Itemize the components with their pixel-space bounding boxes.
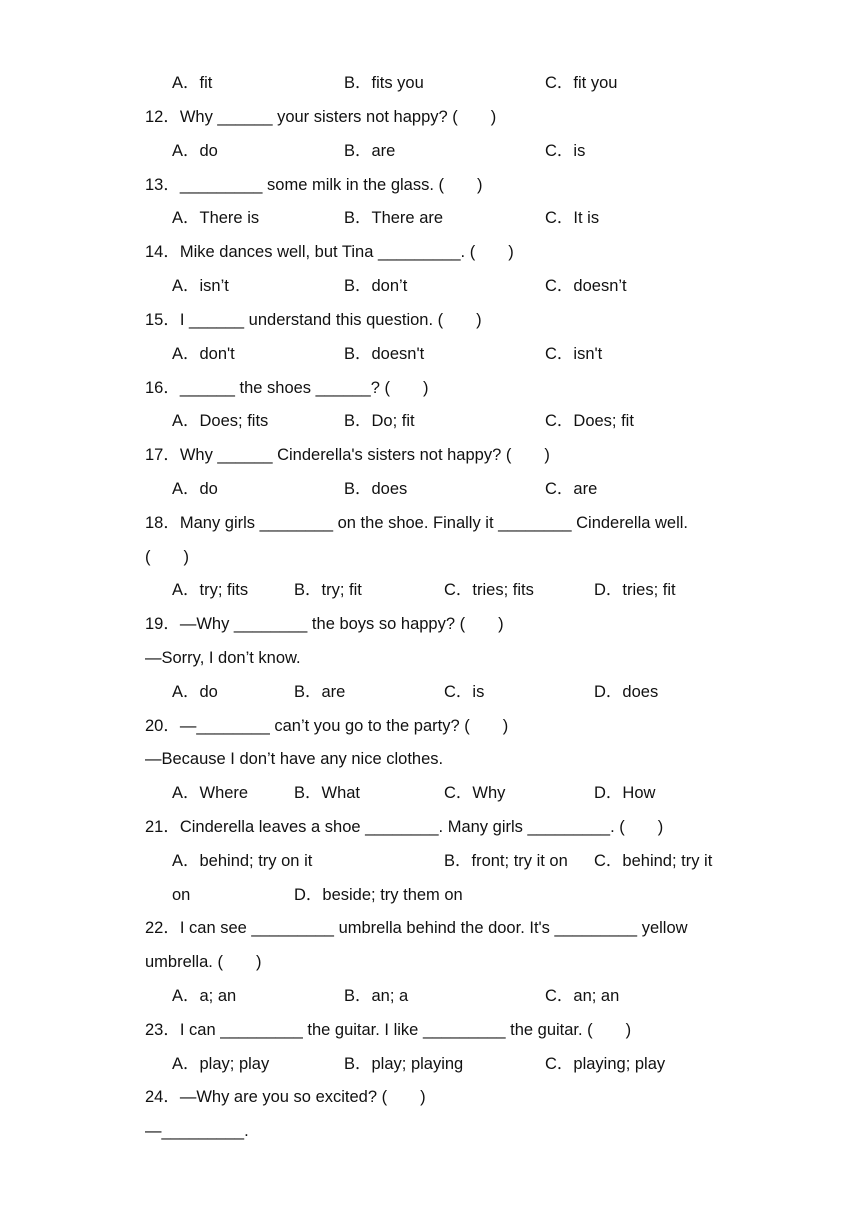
- q20-option-c: C．Why: [444, 784, 506, 802]
- q22-option-a: A．a; an: [172, 987, 237, 1005]
- q17-stem: 17．Why ______ Cinderella's sisters not happy? ( ): [145, 446, 550, 464]
- q18-stem-continued: ( ): [145, 548, 189, 566]
- q12-option-b: B．are: [344, 142, 396, 160]
- q19-stem: 19．—Why ________ the boys so happy? ( ): [145, 615, 504, 633]
- q21-option-c: C．behind; try it: [594, 852, 713, 870]
- q16-option-c: C．Does; fit: [545, 412, 634, 430]
- q18-option-c: C．tries; fits: [444, 581, 534, 599]
- q16-option-b: B．Do; fit: [344, 412, 415, 430]
- q21-option-b: B．front; try it on: [444, 852, 568, 870]
- q22-option-b: B．an; a: [344, 987, 409, 1005]
- q19-option-a: A．do: [172, 683, 218, 701]
- q20-option-d: D．How: [594, 784, 656, 802]
- q21-option-c-continued: on: [172, 886, 191, 904]
- q23-option-b: B．play; playing: [344, 1055, 464, 1073]
- q13-stem: 13．_________ some milk in the glass. ( ): [145, 176, 483, 194]
- q20-option-b: B．What: [294, 784, 361, 802]
- q17-option-a: A．do: [172, 480, 218, 498]
- q24-reply: —_________.: [145, 1122, 249, 1140]
- q20-stem: 20．—________ can’t you go to the party? ( ): [145, 717, 509, 735]
- q14-option-a: A．isn’t: [172, 277, 229, 295]
- q19-reply: —Sorry, I don’t know.: [145, 649, 301, 667]
- q16-stem: 16．______ the shoes ______? ( ): [145, 379, 429, 397]
- q18-option-a: A．try; fits: [172, 581, 249, 599]
- q21-option-a: A．behind; try on it: [172, 852, 313, 870]
- q18-option-b: B．try; fit: [294, 581, 362, 599]
- q15-stem: 15．I ______ understand this question. ( ): [145, 311, 482, 329]
- q11-option-c: C．fit you: [545, 74, 618, 92]
- q14-option-b: B．don’t: [344, 277, 408, 295]
- q13-option-c: C．It is: [545, 209, 600, 227]
- q11-option-b: B．fits you: [344, 74, 424, 92]
- q19-option-c: C．is: [444, 683, 485, 701]
- q17-option-c: C．are: [545, 480, 598, 498]
- q12-stem: 12．Why ______ your sisters not happy? ( ): [145, 108, 497, 126]
- q20-option-a: A．Where: [172, 784, 249, 802]
- q18-option-d: D．tries; fit: [594, 581, 676, 599]
- q17-option-b: B．does: [344, 480, 408, 498]
- q15-option-b: B．doesn't: [344, 345, 425, 363]
- q19-option-b: B．are: [294, 683, 346, 701]
- q11-option-a: A．fit: [172, 74, 213, 92]
- q24-stem: 24．—Why are you so excited? ( ): [145, 1088, 426, 1106]
- q20-reply: —Because I don’t have any nice clothes.: [145, 750, 444, 768]
- q23-stem: 23．I can _________ the guitar. I like _________ the guitar. ( ): [145, 1021, 632, 1039]
- q15-option-a: A．don't: [172, 345, 235, 363]
- q15-option-c: C．isn't: [545, 345, 603, 363]
- q22-stem-continued: umbrella. ( ): [145, 953, 262, 971]
- q19-option-d: D．does: [594, 683, 659, 701]
- q18-stem: 18．Many girls ________ on the shoe. Finally it ________ Cinderella well.: [145, 514, 689, 532]
- q22-option-c: C．an; an: [545, 987, 620, 1005]
- q13-option-a: A．There is: [172, 209, 260, 227]
- q12-option-c: C．is: [545, 142, 586, 160]
- q14-option-c: C．doesn’t: [545, 277, 627, 295]
- q13-option-b: B．There are: [344, 209, 444, 227]
- q16-option-a: A．Does; fits: [172, 412, 269, 430]
- q22-stem: 22．I can see _________ umbrella behind the door. It's _________ yellow: [145, 919, 688, 937]
- q21-stem: 21．Cinderella leaves a shoe ________. Many girls _________. ( ): [145, 818, 664, 836]
- q23-option-c: C．playing; play: [545, 1055, 666, 1073]
- q23-option-a: A．play; play: [172, 1055, 270, 1073]
- q21-option-d: D．beside; try them on: [294, 886, 463, 904]
- q12-option-a: A．do: [172, 142, 218, 160]
- q14-stem: 14．Mike dances well, but Tina _________. ( ): [145, 243, 514, 261]
